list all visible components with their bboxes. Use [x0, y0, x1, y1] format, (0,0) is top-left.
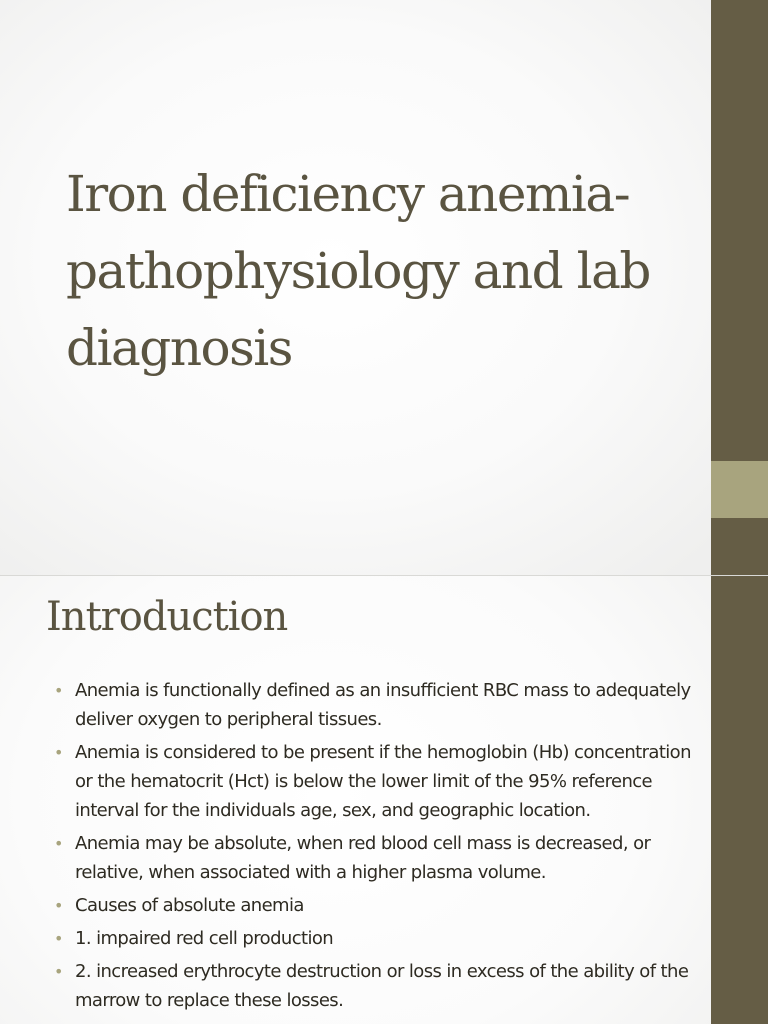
slide-side-accent — [711, 461, 768, 518]
slide-heading: Introduction — [46, 594, 288, 640]
bullet-list — [52, 676, 704, 1019]
introduction-slide — [0, 576, 768, 1024]
bullet-text: 2. increased erythrocyte destruction or loss in excess of the ability of the marrow to replace these losses. — [75, 961, 689, 1011]
bullet-text: Anemia is considered to be present if the hemoglobin (Hb) concentration or the hematocrit (Hct) is below the lower limit of the 95% reference interval for the individuals age, sex, and geographic location. — [75, 742, 691, 821]
bullet-icon: • — [54, 962, 63, 981]
bullet-text: Anemia is functionally defined as an insufficient RBC mass to adequately deliver oxygen to peripheral tissues. — [75, 680, 691, 730]
bullet-item — [52, 738, 704, 825]
slide-title: Iron deficiency anemia- pathophysiology and lab diagnosis — [66, 165, 650, 377]
bullet-icon: • — [54, 834, 63, 853]
bullet-text: Anemia may be absolute, when red blood cell mass is decreased, or relative, when associated with a higher plasma volume. — [75, 833, 651, 883]
bullet-item — [52, 676, 704, 734]
bullet-icon: • — [54, 743, 63, 762]
bullet-text: 1. impaired red cell production — [75, 928, 334, 949]
bullet-icon: • — [54, 896, 63, 915]
bullet-text: Causes of absolute anemia — [75, 895, 304, 916]
slide-side-bar — [711, 576, 768, 1024]
bullet-item — [52, 924, 704, 953]
bullet-icon: • — [54, 681, 63, 700]
bullet-item — [52, 829, 704, 887]
bullet-item — [52, 891, 704, 920]
bullet-item — [52, 957, 704, 1015]
bullet-icon: • — [54, 929, 63, 948]
